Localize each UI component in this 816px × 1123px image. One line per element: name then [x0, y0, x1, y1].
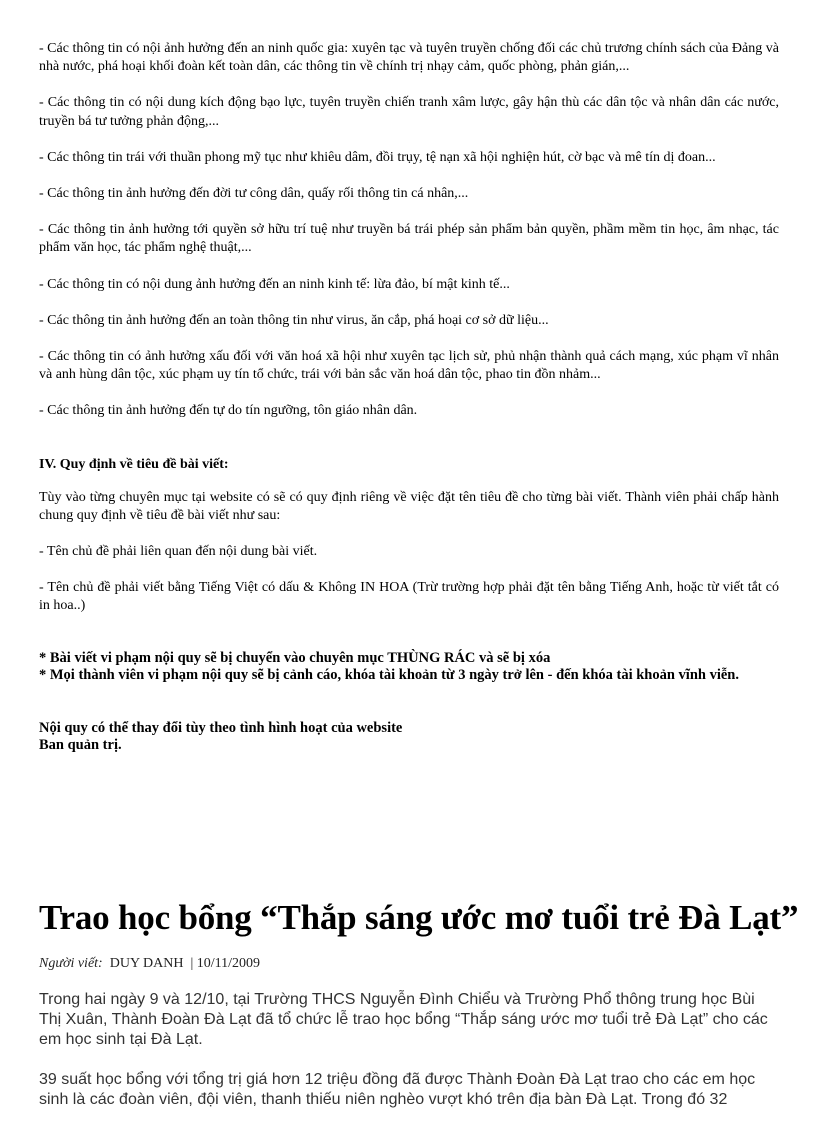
article-title: Trao học bổng “Thắp sáng ước mơ tuổi trẻ Đà Lạt” [39, 898, 799, 937]
rules-document [39, 40, 779, 754]
rule-item: - Các thông tin có nội ảnh hưởng đến an ninh quốc gia: xuyên tạc và tuyên truyền chống đối các chủ trương chính sách của Đảng và nhà nước, phá hoại khối đoàn kết toàn dân, các thông tin về chính trị nhạy cảm, quốc phòng, phản gián,... [39, 41, 779, 75]
title-rule-2: - Tên chủ đề phải viết bằng Tiếng Việt có dấu & Không IN HOA (Trừ trường hợp phải đặt tên bằng Tiếng Anh, hoặc từ viết tắt có in hoa..) [39, 580, 779, 614]
title-rule-1: - Tên chủ đề phải liên quan đến nội dung bài viết. [39, 544, 318, 560]
byline-label: Người viết: [39, 956, 103, 971]
section-iv-heading: IV. Quy định về tiêu đề bài viết: [39, 456, 229, 472]
rule-item: - Các thông tin có nội dung kích động bạo lực, tuyên truyền chiến tranh xâm lược, gây hận thù các dân tộc và nhân dân các nước, truyền bá tư tưởng phản động,... [39, 95, 779, 129]
rule-item: - Các thông tin có nội dung ảnh hưởng đến an ninh kinh tế: lừa đảo, bí mật kinh tế... [39, 276, 510, 292]
closing-signature: Ban quản trị. [39, 736, 122, 753]
byline-author: DUY DANH [109, 956, 184, 971]
article-body [39, 990, 781, 1110]
rule-item: - Các thông tin trái với thuần phong mỹ tục như khiêu dâm, đồi trụy, tệ nạn xã hội nghiện hút, cờ bạc và mê tín dị đoan... [39, 149, 716, 165]
rule-item: - Các thông tin ảnh hưởng đến đời tư công dân, quấy rối thông tin cá nhân,... [39, 186, 469, 202]
rule-item: - Các thông tin ảnh hưởng đến an toàn thông tin như virus, ăn cắp, phá hoại cơ sở dữ liệu... [39, 312, 549, 328]
rule-item: - Các thông tin ảnh hưởng đến tự do tín ngưỡng, tôn giáo nhân dân. [39, 403, 418, 419]
article-paragraph: 39 suất học bổng với tổng trị giá hơn 12 triệu đồng đã được Thành Đoàn Đà Lạt trao cho các em học sinh là các đoàn viên, đội viên, thanh thiếu niên nghèo vượt khó trên địa bàn Đà Lạt. Trong đó 32 [39, 1071, 756, 1108]
article-byline [39, 956, 260, 972]
violation-note-2: * Mọi thành viên vi phạm nội quy sẽ bị cảnh cáo, khóa tài khoản từ 3 ngày trở lên - đến khóa tài khoản vĩnh viễn. [39, 666, 739, 683]
closing-line-1: Nội quy có thể thay đổi tùy theo tình hình hoạt của website [39, 719, 403, 736]
rule-item: - Các thông tin có ảnh hưởng xấu đối với văn hoá xã hội như xuyên tạc lịch sử, phủ nhận thành quả cách mạng, xúc phạm vĩ nhân và anh hùng dân tộc, xúc phạm uy tín tổ chức, trái với bản sắc văn hoá dân tộc, phao tin đồn nhảm... [39, 349, 779, 383]
section-iv-intro: Tùy vào từng chuyên mục tại website có sẽ có quy định riêng về việc đặt tên tiêu đề cho từng bài viết. Thành viên phải chấp hành chung quy định về tiêu đề bài viết như sau: [39, 489, 779, 523]
rule-item: - Các thông tin ảnh hưởng tới quyền sở hữu trí tuệ như truyền bá trái phép sản phẩm bản quyền, phầm mềm tin học, âm nhạc, tác phẩm văn học, tác phẩm nghệ thuật,... [39, 222, 779, 256]
article-paragraph: Trong hai ngày 9 và 12/10, tại Trường THCS Nguyễn Đình Chiểu và Trường Phổ thông trung học Bùi Thị Xuân, Thành Đoàn Đà Lạt đã tổ chức lễ trao học bổng “Thắp sáng ước mơ tuổi trẻ Đà Lạt” cho các em học sinh tại Đà Lạt. [39, 991, 768, 1048]
violation-note-1: * Bài viết vi phạm nội quy sẽ bị chuyển vào chuyên mục THÙNG RÁC và sẽ bị xóa [39, 649, 551, 666]
byline-date: | 10/11/2009 [190, 956, 261, 971]
